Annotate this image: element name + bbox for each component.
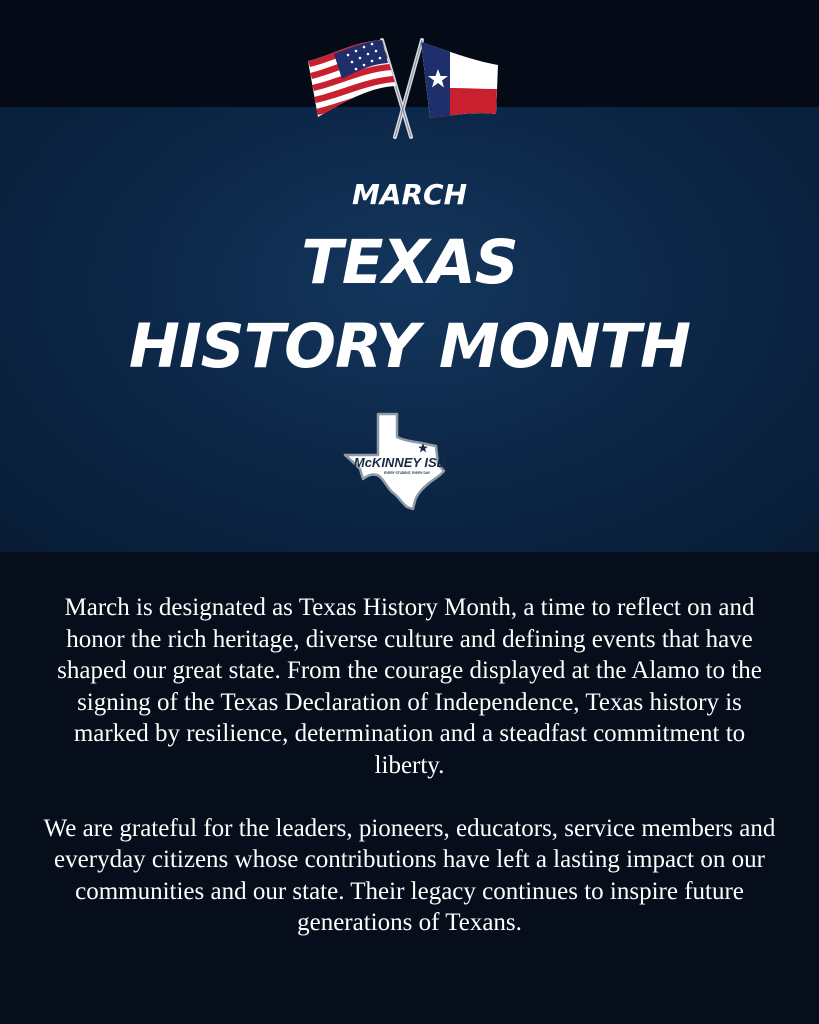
month-label: MARCH [351,178,468,211]
body-paragraph-2: We are grateful for the leaders, pioneers, educators, service members and everyday citizens whose contributions have left a lasting impact on our communities and our state. Their legacy continues to inspire future generations of Texans. [43,814,776,936]
logo-wordmark: McKINNEY ISD [353,455,447,470]
mckinney-isd-logo [343,412,457,510]
body-text [40,592,779,939]
page-title-line-2: HISTORY MONTH [128,311,691,382]
crossed-flags-icon [300,36,505,142]
body-paragraph-1: March is designated as Texas History Month, a time to reflect on and honor the rich heritage, diverse culture and defining events that have shaped our great state. From the courage displayed at the Alamo to the signing of the Texas Declaration of Independence, Texas history is marked by resilience, determination and a steadfast commitment to liberty. [57,594,762,779]
page-title-line-1: TEXAS [301,227,518,298]
logo-tagline: EVERY STUDENT, EVERY DAY [384,471,430,475]
